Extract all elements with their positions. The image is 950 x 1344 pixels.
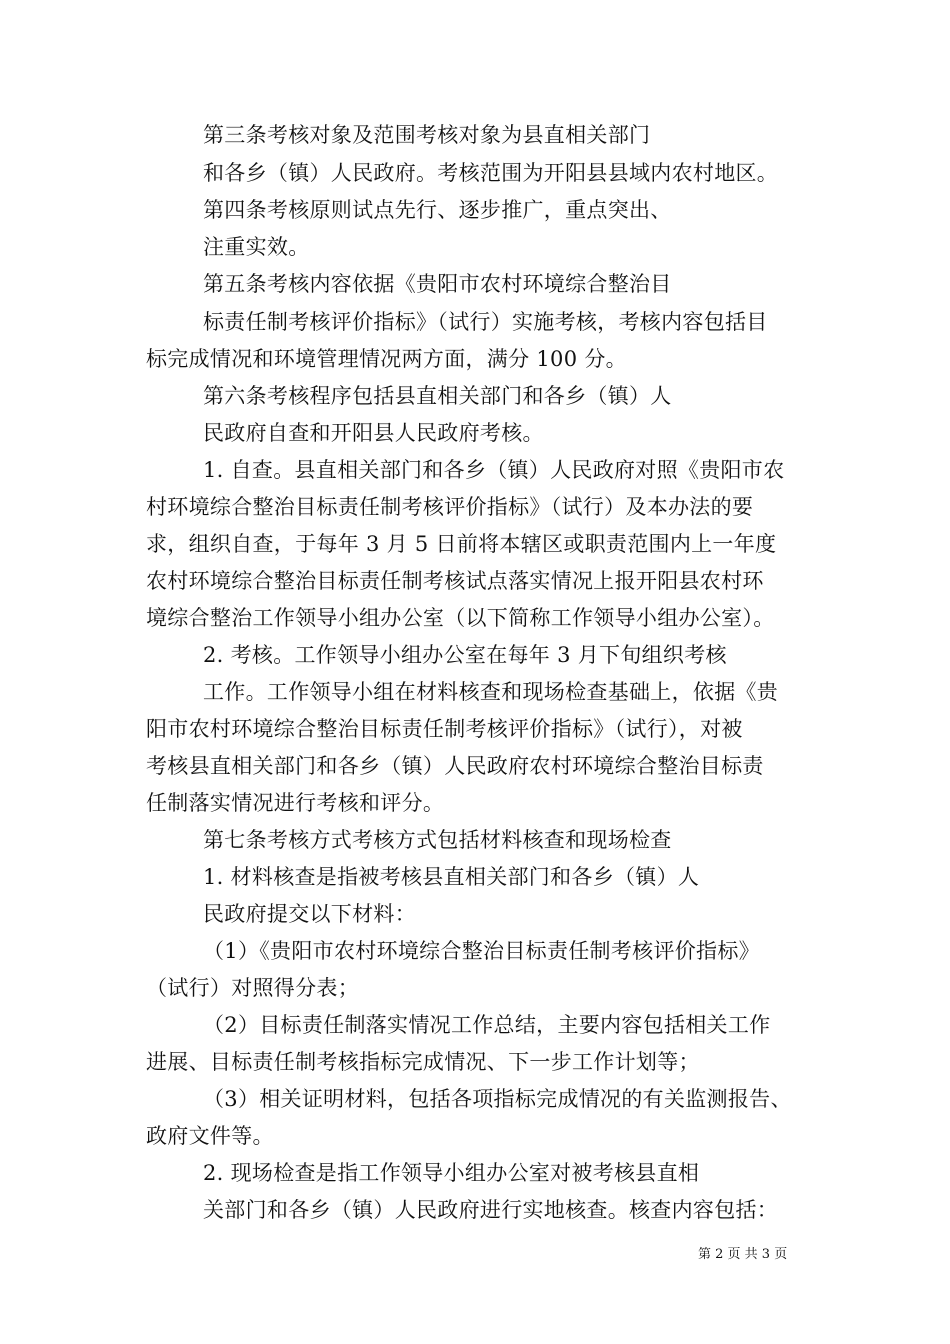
page-number: 第 2 页 共 3 页 [698,1247,788,1262]
text-line: 2. 现场检查是指工作领导小组办公室对被考核县直相 [203,1161,700,1185]
text-line: 民政府自查和开阳县人民政府考核。 [203,421,544,445]
text-line: 阳市农村环境综合整治目标责任制考核评价指标》（试行），对被 [146,717,743,741]
text-line: 1. 自查。县直相关部门和各乡（镇）人民政府对照《贵阳市农 [203,458,785,482]
text-line: 求，组织自查，于每年 3 月 5 日前将本辖区或职责范围内上一年度 [146,532,777,556]
text-line: 村环境综合整治目标责任制考核评价指标》（试行）及本办法的要 [146,495,754,519]
text-line: 关部门和各乡（镇）人民政府进行实地核查。核查内容包括： [203,1198,779,1222]
text-line: 境综合整治工作领导小组办公室（以下简称工作领导小组办公室）。 [146,606,775,630]
text-line: （1）《贵阳市农村环境综合整治目标责任制考核评价指标》 [203,939,760,963]
text-line: 注重实效。 [203,235,310,259]
text-line: 工作。工作领导小组在材料核查和现场检查基础上，依据《贵 [203,680,779,704]
text-line: 和各乡（镇）人民政府。考核范围为开阳县县域内农村地区。 [203,161,779,185]
text-line: 第六条考核程序包括县直相关部门和各乡（镇）人 [203,384,672,408]
text-line: 1. 材料核查是指被考核县直相关部门和各乡（镇）人 [203,865,700,889]
text-line: 第三条考核对象及范围考核对象为县直相关部门 [203,123,651,147]
text-line: 农村环境综合整治目标责任制考核试点落实情况上报开阳县农村环 [146,569,764,593]
text-line: 标完成情况和环境管理情况两方面，满分 100 分。 [146,347,627,371]
text-line: 任制落实情况进行考核和评分。 [146,791,445,815]
text-line: 进展、目标责任制考核指标完成情况、下一步工作计划等； [146,1050,700,1074]
text-line: （2）目标责任制落实情况工作总结，主要内容包括相关工作 [203,1013,771,1037]
text-line: 考核县直相关部门和各乡（镇）人民政府农村环境综合整治目标责 [146,754,764,778]
text-line: 标责任制考核评价指标》（试行）实施考核，考核内容包括目 [203,310,768,334]
text-line: 民政府提交以下材料： [203,902,416,926]
text-line: （试行）对照得分表； [146,976,359,1000]
text-line: 第七条考核方式考核方式包括材料核查和现场检查 [203,828,672,852]
text-line: 第四条考核原则试点先行、逐步推广，重点突出、 [203,198,672,222]
text-line: （3）相关证明材料，包括各项指标完成情况的有关监测报告、 [203,1087,792,1111]
text-line: 2. 考核。工作领导小组办公室在每年 3 月下旬组织考核 [203,643,727,667]
text-line: 政府文件等。 [146,1124,274,1148]
text-line: 第五条考核内容依据《贵阳市农村环境综合整治目 [203,272,672,296]
